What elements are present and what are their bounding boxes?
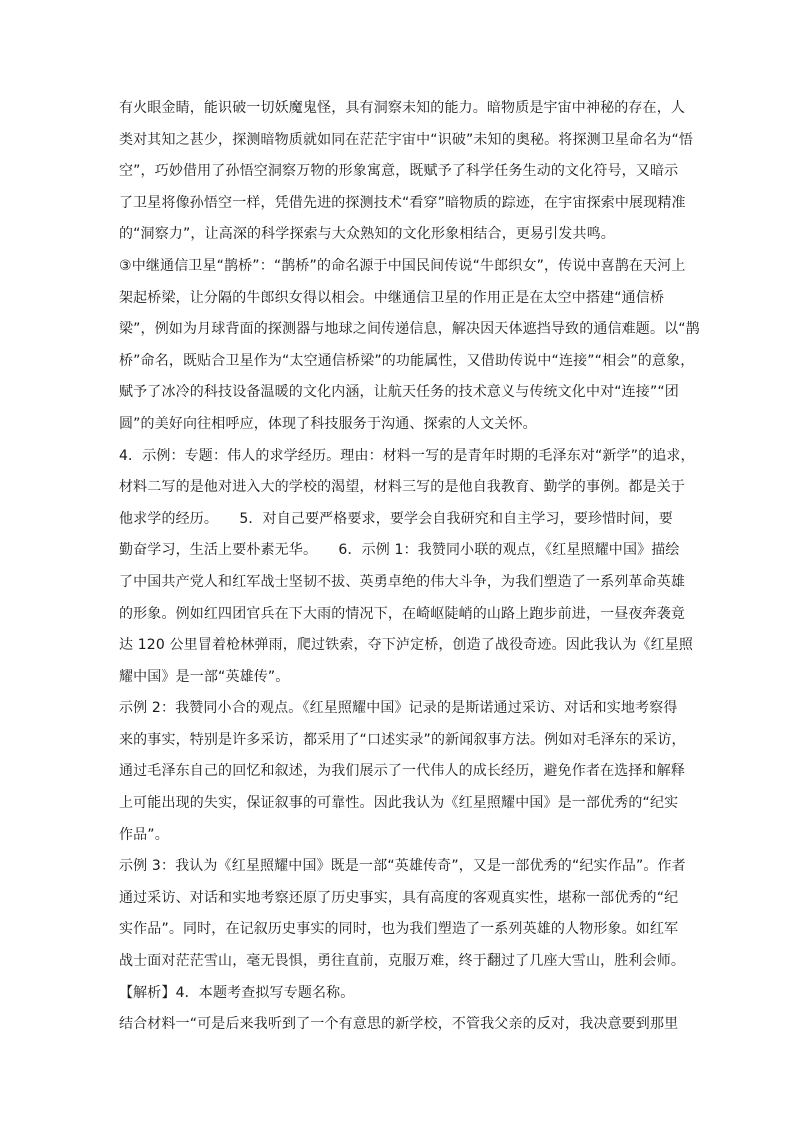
text-line: 的形象。例如红四团官兵在下大雨的情况下，在崎岖陡峭的山路上跑步前进，一昼夜奔袭竟: [119, 605, 685, 622]
text-line: 类对其知之甚少，探测暗物质就如同在茫茫宇宙中“识破”未知的奥秘。将探测卫星命名为“悟: [119, 131, 694, 148]
text-line: 架起桥梁，让分隔的牛郎织女得以相会。中继通信卫星的作用正是在太空中搭建“通信桥: [119, 289, 665, 306]
text-line: 赋予了冰冷的科技设备温暖的文化内涵，让航天任务的技术意义与传统文化中对“连接”“团: [119, 384, 679, 401]
text-line: 的“洞察力”，让高深的科学探索与大众熟知的文化形象相结合，更易引发共鸣。: [119, 226, 615, 243]
text-line: 上可能出现的失实，保证叙事的可靠性。因此我认为《红星照耀中国》是一部优秀的“纪实: [119, 795, 679, 812]
text-line: 示例 3：我认为《红星照耀中国》既是一部“英雄传奇”，又是一部优秀的“纪实作品”。作者: [119, 858, 686, 875]
text-line: 作品”。: [119, 826, 169, 843]
text-line: 达 120 公里冒着枪林弹雨，爬过铁索，夺下泸定桥，创造了战役奇迹。因此我认为《红星照: [119, 637, 694, 654]
text-line: 梁”，例如为月球背面的探测器与地球之间传递信息，解决因天体遮挡导致的通信难题。以“鹊: [119, 321, 700, 338]
text-line: 勤奋学习，生活上要朴素无华。 6．示例 1：我赞同小联的观点，《红星照耀中国》描绘: [119, 542, 680, 559]
text-line: 了卫星将像孙悟空一样，凭借先进的探测技术“看穿”暗物质的踪迹，在宇宙探索中展现精准: [119, 194, 686, 211]
text-line: 实作品”。同时，在记叙历史事实的同时，也为我们塑造了一系列英雄的人物形象。如红军: [119, 921, 679, 938]
text-line: 桥”命名，既贴合卫星作为“太空通信桥梁”的功能属性，又借助传说中“连接”“相会”的意象，: [119, 352, 695, 369]
text-line: ③中继通信卫星“鹊桥”：“鹊桥”的命名源于中国民间传说“牛郎织女”，传说中喜鹊在天河上: [119, 257, 686, 274]
text-line: 了中国共产党人和红军战士坚韧不拔、英勇卓绝的伟大斗争，为我们塑造了一系列革命英雄: [119, 573, 685, 590]
text-line: 有火眼金睛，能识破一切妖魔鬼怪，具有洞察未知的能力。暗物质是宇宙中神秘的存在，人: [119, 100, 685, 116]
text-line: 来的事实，特别是许多采访，都采用了“口述实录”的新闻叙事方法。例如对毛泽东的采访，: [119, 731, 686, 748]
text-line: 【解析】4．本题考查拟写专题名称。: [119, 984, 355, 1001]
text-line: 通过毛泽东自己的回忆和叙述，为我们展示了一代伟人的成长经历，避免作者在选择和解释: [119, 763, 685, 780]
text-line: 耀中国》是一部“英雄传”。: [119, 668, 290, 685]
text-line: 结合材料一“可是后来我听到了一个有意思的新学校，不管我父亲的反对，我决意要到那里: [119, 1016, 679, 1033]
text-line: 圆”的美好向往相呼应，体现了科技服务于沟通、探索的人文关怀。: [119, 415, 537, 432]
text-line: 空”，巧妙借用了孙悟空洞察万物的形象寓意，既赋予了科学任务生动的文化符号，又暗示: [119, 163, 679, 180]
text-line: 4．示例：专题：伟人的求学经历。理由：材料一写的是青年时期的毛泽东对“新学”的追求，: [119, 447, 695, 464]
text-line: 战士面对茫茫雪山，毫无畏惧，勇往直前，克服万难，终于翻过了几座大雪山，胜利会师。: [119, 953, 685, 970]
text-line: 通过采访、对话和实地考察还原了历史事实，具有高度的客观真实性，堪称一部优秀的“纪: [119, 889, 679, 906]
text-line: 材料二写的是他对进入大的学校的渴望，材料三写的是他自我教育、勤学的事例。都是关于: [119, 479, 685, 496]
text-line: 示例 2：我赞同小合的观点。《红星照耀中国》记录的是斯诺通过采访、对话和实地考察得: [119, 700, 678, 717]
text-line: 他求学的经历。 5．对自己要严格要求，要学会自我研究和自主学习，要珍惜时间，要: [119, 510, 673, 527]
